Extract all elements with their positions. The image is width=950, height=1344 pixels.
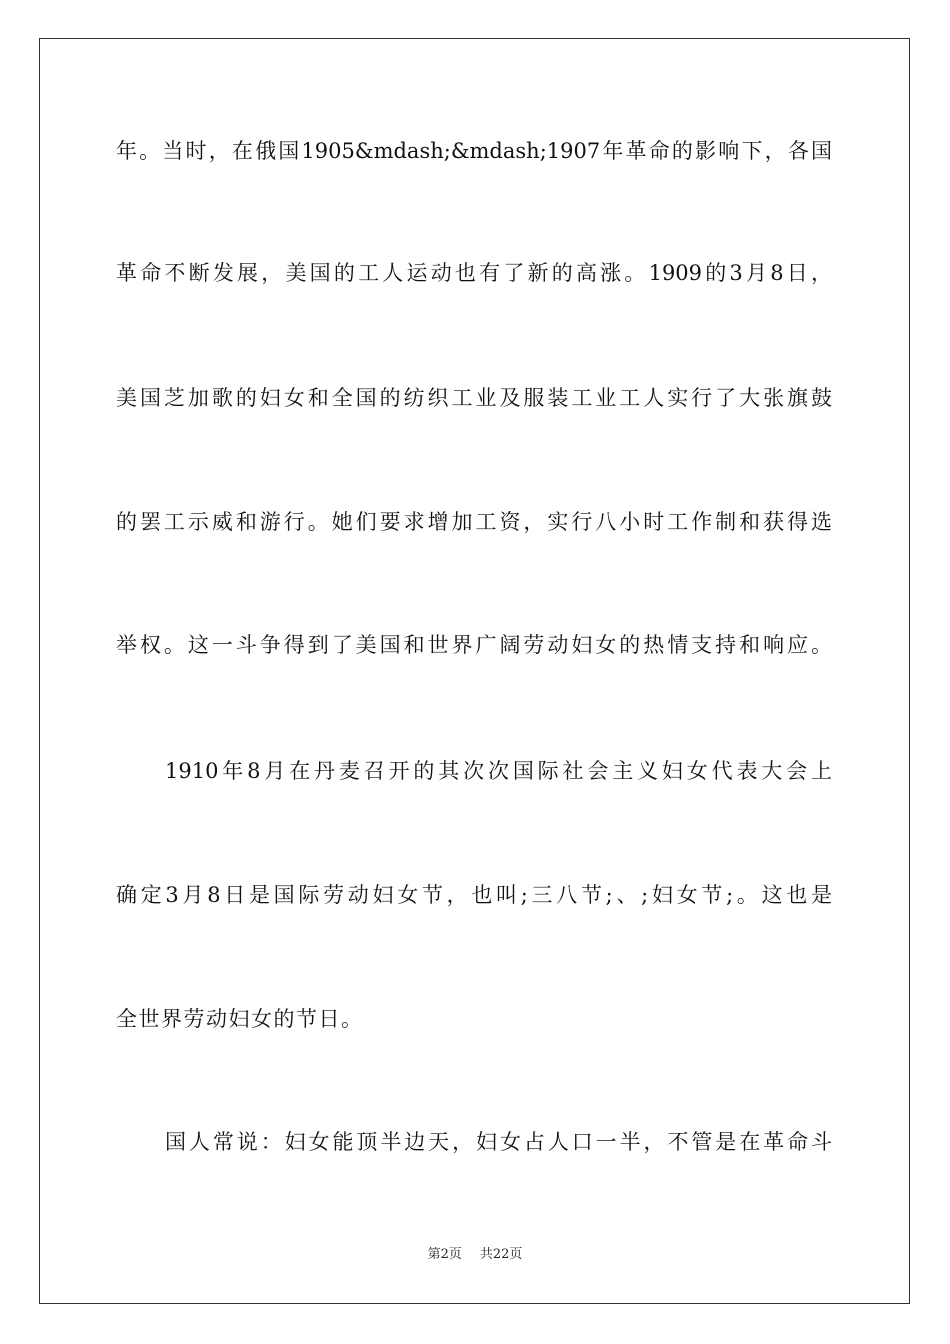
page-number: 第2页 (427, 1247, 462, 1262)
text-line-6: 1910年8月在丹麦召开的其次次国际社会主义妇女代表大会上 (165, 759, 832, 783)
text-line-9: 国人常说：妇女能顶半边天，妇女占人口一半，不管是在革命斗 (165, 1130, 832, 1154)
text-line-2: 革命不断发展，美国的工人运动也有了新的高涨。1909的3月8日， (116, 261, 832, 285)
page-footer (0, 1246, 950, 1264)
text-line-3: 美国芝加歌的妇女和全国的纺织工业及服装工业工人实行了大张旗鼓 (116, 386, 832, 410)
text-line-7: 确定3月8日是国际劳动妇女节，也叫;三八节;、;妇女节;。这也是 (116, 883, 832, 907)
text-line-1: 年。当时，在俄国1905&mdash;&mdash;1907年革命的影响下，各国 (116, 139, 832, 163)
text-line-8: 全世界劳动妇女的节日。 (116, 1007, 364, 1031)
text-line-5: 举权。这一斗争得到了美国和世界广阔劳动妇女的热情支持和响应。 (116, 633, 832, 657)
text-line-4: 的罢工示威和游行。她们要求增加工资，实行八小时工作制和获得选 (116, 510, 832, 534)
page-total: 共22页 (479, 1247, 523, 1262)
page-border (39, 38, 910, 1304)
